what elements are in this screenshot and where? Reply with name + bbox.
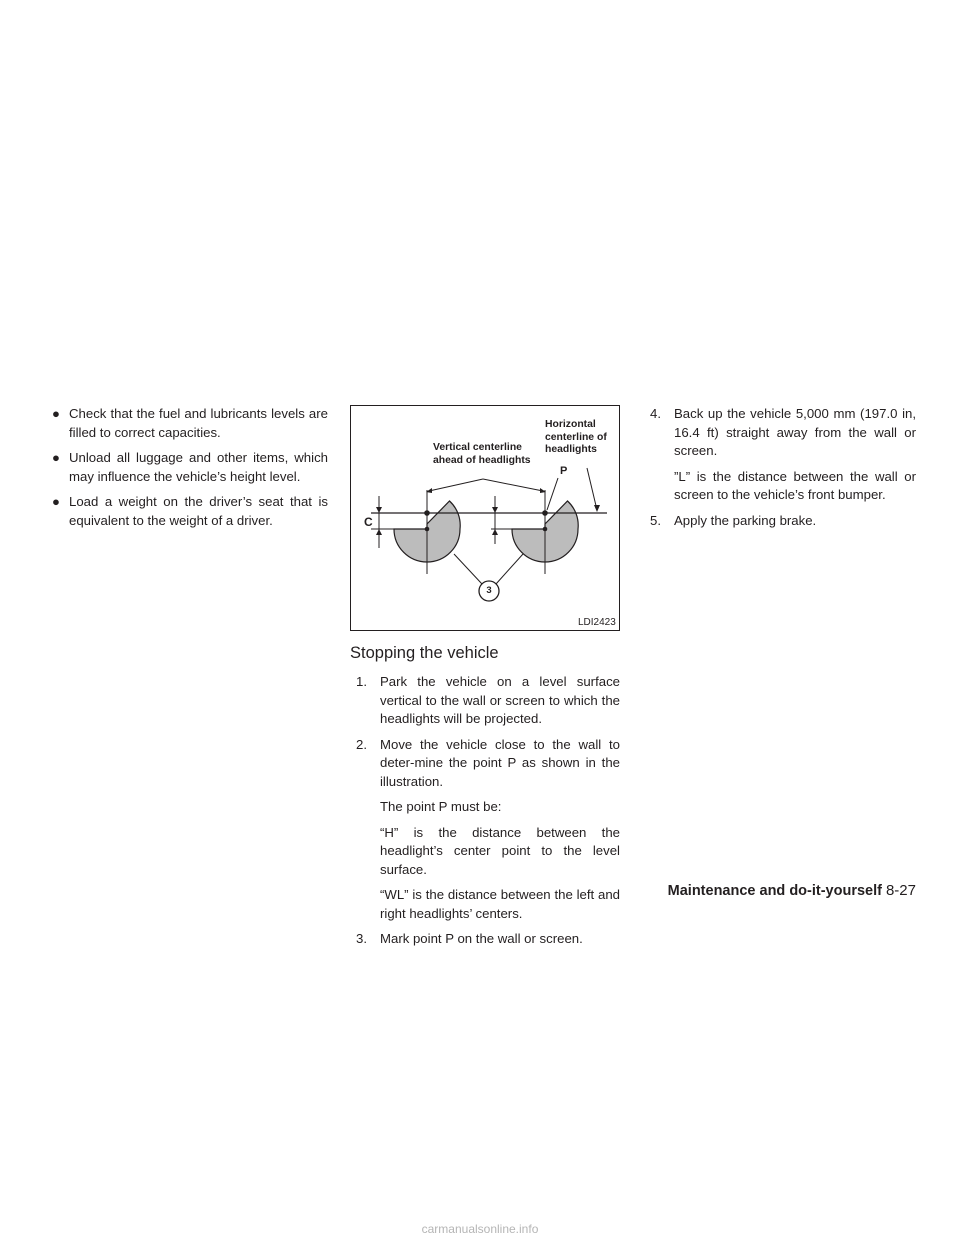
vertical-label-leader-right [483,479,543,491]
bullet-marker: ● [52,406,60,421]
bullet-text: Load a weight on the driver’s seat that is equivalent to the weight of a driver. [69,494,328,528]
step-number: 3. [356,931,367,946]
step-number: 5. [650,512,661,528]
step-number: 2. [356,736,367,752]
step-number: 1. [356,674,367,689]
vertical-label-line-2: ahead of headlights [433,454,531,466]
step-subtext: ”L” is the distance between the wall or screen to the vehicle’s front bumper. [674,468,916,502]
point-p-label: P [560,465,568,477]
step-item [650,512,916,531]
step-subtext: “H” is the distance between the headlight’s center point to the level surface. [380,824,620,877]
point-p-dot [542,510,548,516]
step-text: Apply the parking brake. [674,512,817,528]
vertical-label-line-1: Vertical centerline [433,442,522,453]
callout-3-leader-right [496,554,523,584]
section-heading: Stopping the vehicle [350,644,499,662]
step-text: Back up the vehicle 5,000 mm (197.0 in, 16.4 ft) straight away from the wall or screen. [674,406,916,458]
left-column [52,405,328,537]
step-text: Move the vehicle close to the wall to deter-mine the point P as shown in the illustration. [380,736,620,789]
footer-section-title: Maintenance and do-it-yourself [667,883,882,899]
page-footer [642,882,916,899]
step-subtext: The point P must be: [380,799,502,814]
horizontal-label-line-1: Horizontal [545,419,596,430]
bullet-text: Unload all luggage and other items, which may influence the vehicle’s height level. [69,450,328,484]
callout-3-label: 3 [486,585,492,596]
c-arrow-up [376,529,382,535]
middle-column [350,405,620,956]
c-arrow-down [376,507,382,513]
callout-3-leader-left [454,554,482,584]
horizontal-leader-arrowhead [594,505,600,512]
middle-arrow-up [492,529,498,535]
figure-code: LDI2423 [578,617,616,628]
bullet-item [52,493,328,530]
horizontal-centerline-label [545,419,607,457]
horizontal-label-line-3: headlights [545,444,597,455]
bullet-marker: ● [52,494,60,509]
bullet-marker: ● [52,450,60,465]
middle-arrow-down [492,507,498,513]
right-beam-dot [543,527,548,532]
vertical-label-leader-left [429,479,483,491]
watermark: carmanualsonline.info [421,1222,539,1236]
step-item [356,736,620,924]
horizontal-label-line-2: centerline of [545,431,607,443]
vertical-centerline-label [433,442,531,467]
bullet-item [52,405,328,442]
bullet-item [52,449,328,486]
headlight-aim-illustration [350,405,620,631]
bullet-text: Check that the fuel and lubricants levels are filled to correct capacities. [69,406,328,440]
step-subtext: “WL” is the distance between the left and right headlights’ centers. [380,887,620,921]
steps-list [350,673,620,949]
page-number: 8-27 [885,882,916,899]
dimension-c-label: C [364,515,373,529]
step-item [650,405,916,505]
step-text: Park the vehicle on a level surface vertical to the wall or screen to which the headlights will be projected. [380,674,620,726]
step-item [356,673,620,729]
step-number: 4. [650,406,661,421]
right-column [650,405,916,537]
point-p-leader [547,478,558,510]
horizontal-label-leader [587,468,597,510]
step-item [356,930,620,949]
left-beam-dot [425,527,430,532]
left-headlight-center-dot [424,510,430,516]
step-text: Mark point P on the wall or screen. [380,931,583,946]
